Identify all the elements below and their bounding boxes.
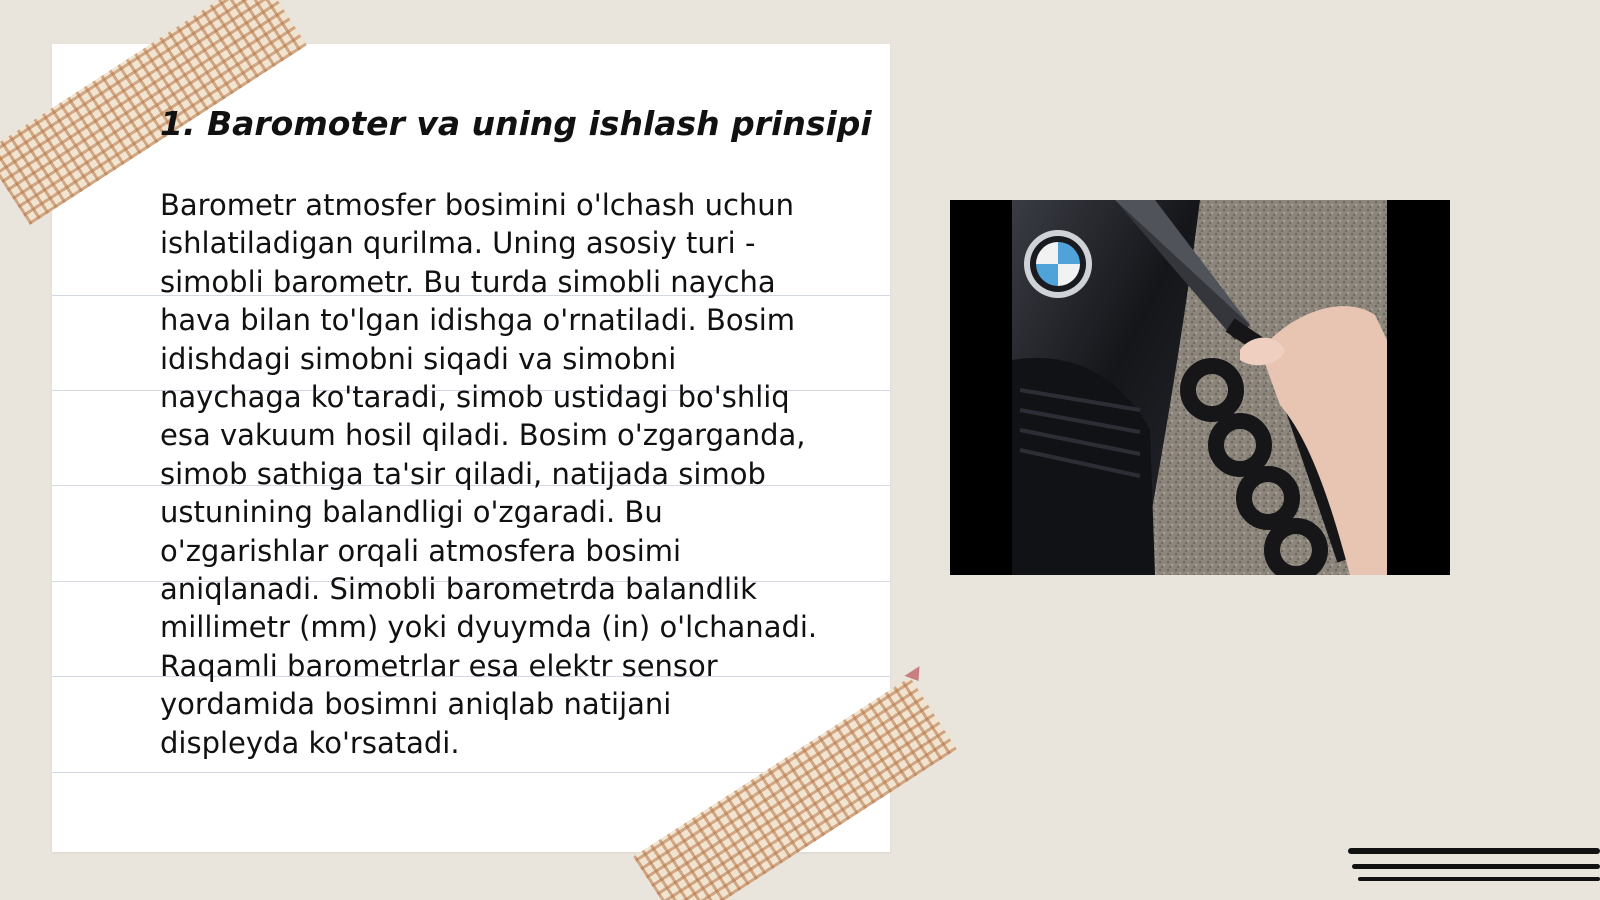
- photo-knife-car: [950, 200, 1450, 575]
- body-line: hava bilan to'lgan idishga o'rnatiladi. Bosim: [160, 303, 796, 338]
- body-line: displeyda ko'rsatadi.: [160, 725, 460, 760]
- slide-title: 1. Baromoter va uning ishlash prinsipi: [160, 104, 872, 143]
- body-line: aniqlanadi. Simobli barometrda balandlik: [160, 572, 757, 607]
- body-line: millimetr (mm) yoki dyuymda (in) o'lchanadi.: [160, 610, 818, 645]
- body-line: o'zgarishlar orqali atmosfera bosimi: [160, 533, 682, 568]
- body-line: naychaga ko'taradi, simob ustidagi bo'shliq: [160, 380, 790, 415]
- brush-strokes-decor: [1348, 846, 1600, 896]
- brush-stroke: [1348, 848, 1600, 854]
- photo-illustration: [950, 200, 1450, 575]
- brush-stroke: [1352, 864, 1600, 869]
- brush-stroke: [1358, 877, 1600, 881]
- body-line: Barometr atmosfer bosimini o'lchash uchun: [160, 188, 795, 222]
- body-line: idishdagi simobni siqadi va simobni: [160, 341, 677, 376]
- body-line: ishlatiladigan qurilma. Uning asosiy turi -: [160, 226, 756, 261]
- body-line: ustunining balandligi o'zgaradi. Bu: [160, 495, 663, 530]
- slide-body-text: [160, 186, 840, 762]
- body-line: simob sathiga ta'sir qiladi, natijada simob: [160, 456, 766, 491]
- body-line: yordamida bosimni aniqlab natijani: [160, 687, 672, 722]
- body-line: Raqamli barometrlar esa elektr sensor: [160, 648, 718, 683]
- body-line: esa vakuum hosil qiladi. Bosim o'zgarganda,: [160, 418, 806, 453]
- body-line: simobli barometr. Bu turda simobli naycha: [160, 264, 776, 299]
- tape-tick-icon: [904, 666, 926, 686]
